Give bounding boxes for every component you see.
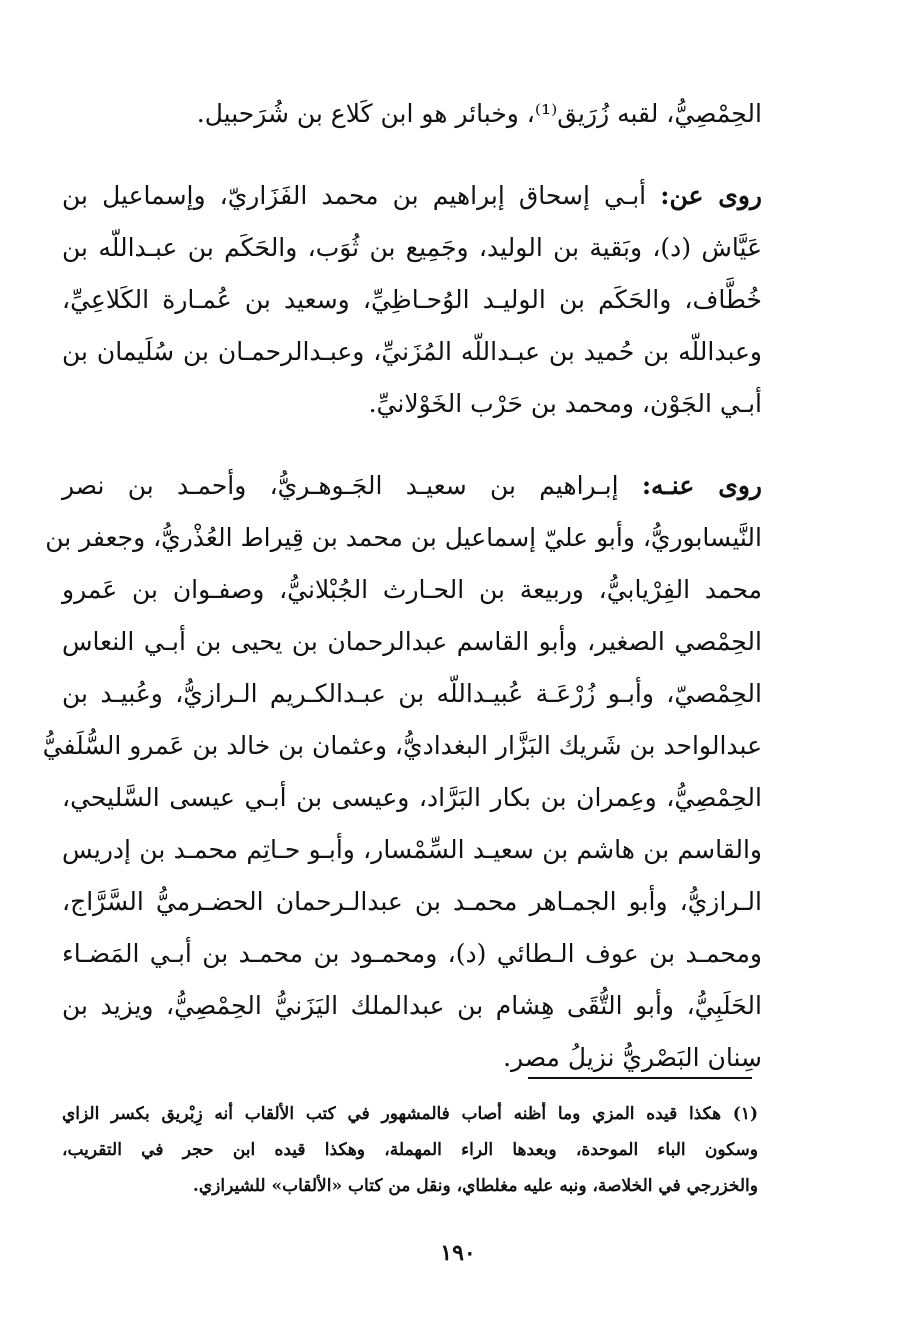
page-number: ١٩٠: [440, 1240, 476, 1266]
text-line: الحِمْصي الصغير، وأبو القاسم عبدالرحمان بن يحيى بن أبـي النعاس: [62, 627, 762, 656]
text-line: ومحمـد بن عوف الـطائي (د)، ومحمـود بن محمـد بن أبـي المَضـاء: [62, 939, 762, 968]
rawa-an-heading: روى عن:: [660, 181, 762, 210]
text-line: النَّيسابوريُّ، وأبو عليّ إسماعيل بن محمد بن قِيراط العُذْريُّ، وجعفر بن: [45, 523, 762, 552]
footnote-line: (١) هكذا قيده المزي وما أظنه أصاب فالمشهور في كتب الألقاب أنه زِبْريق بكسر الزاي: [62, 1104, 758, 1124]
text-line: سِنان البَصْريُّ نزيلُ مصر.: [503, 1043, 762, 1072]
text-line: وعبداللّه بن حُميد بن عبـداللّه المُزَنيِّ، وعبـدالرحمـان بن سُلَيمان بن: [62, 337, 762, 366]
text-line: الحِمْصيّ، وأبـو زُرْعَـة عُبيـداللّه بن عبـدالكـريم الـرازيُّ، وعُبيـد بن: [62, 679, 762, 708]
footnote-separator: [528, 1077, 752, 1079]
rawa-anhu-line-1: [62, 460, 762, 512]
text-line: عَيَّاش (د)، وبَقية بن الوليد، وجَمِيع بن ثُوَب، والحَكَم بن عبـداللّه بن: [62, 233, 762, 262]
text-line: والقاسم بن هاشم بن سعيـد السِّمْسار، وأبـو حـاتِم محمـد بن إدريس: [62, 835, 762, 864]
text-line: الحِمْصِيُّ، وعِمران بن بكار البَرَّاد، وعيسى بن أبـي عيسى السَّليحي،: [62, 783, 762, 812]
rawa-anhu-text: إبـراهيم بن سعيـد الجَـوهـريُّ، وأحمـد بن نصر: [62, 471, 619, 500]
text-line: محمد الفِرْيابيُّ، وربيعة بن الحـارث الجُبْلانيُّ، وصفـوان بن عَمرو: [62, 575, 762, 604]
rawa-an-text: أبـي إسحاق إبراهيم بن محمد الفَزَاريّ، وإسماعيل بن: [62, 181, 647, 210]
footnote-line: وسكون الباء الموحدة، وبعدها الراء المهملة، وهكذا قيده ابن حجر في التقريب،: [62, 1140, 758, 1160]
text-line: الحَلَبِيُّ، وأبو التُّقَى هِشام بن عبدالملك اليَزَنيُّ الحِمْصِيُّ، ويزيد بن: [62, 991, 762, 1020]
rawa-anhu-heading: روى عنـه:: [641, 471, 762, 500]
rawa-an-paragraph: [62, 170, 762, 430]
rawa-an-line-1: [62, 170, 762, 222]
text-line: الـرازيُّ، وأبو الجمـاهر محمـد بن عبدالـرحمان الحضـرميُّ السَّرَّاج،: [62, 887, 762, 916]
intro-line: الحِمْصِيُّ، لقبه زُرَيق⁽¹⁾، وخبائر هو ابن كَلاع بن شُرَحبيل.: [196, 99, 762, 128]
intro-paragraph: [62, 88, 762, 140]
footnotes: [62, 1096, 758, 1204]
text-line: عبدالواحد بن شَريك البَزَّار البغداديُّ، وعثمان بن خالد بن عَمرو السُّلَفيُّ: [42, 731, 762, 760]
text-line: أبـي الجَوْن، ومحمد بن حَرْب الخَوْلانيِّ.: [368, 389, 762, 418]
footnote-line: والخزرجي في الخلاصة، ونبه عليه مغلطاي، ونقل من كتاب «الألقاب» للشيرازي.: [192, 1176, 758, 1196]
rawa-anhu-paragraph: [42, 460, 762, 1084]
text-line: خُطَّاف، والحَكَم بن الوليـد الوُحـاظِيِّ، وسعيد بن عُمـارة الكَلاعِيِّ،: [62, 285, 762, 314]
